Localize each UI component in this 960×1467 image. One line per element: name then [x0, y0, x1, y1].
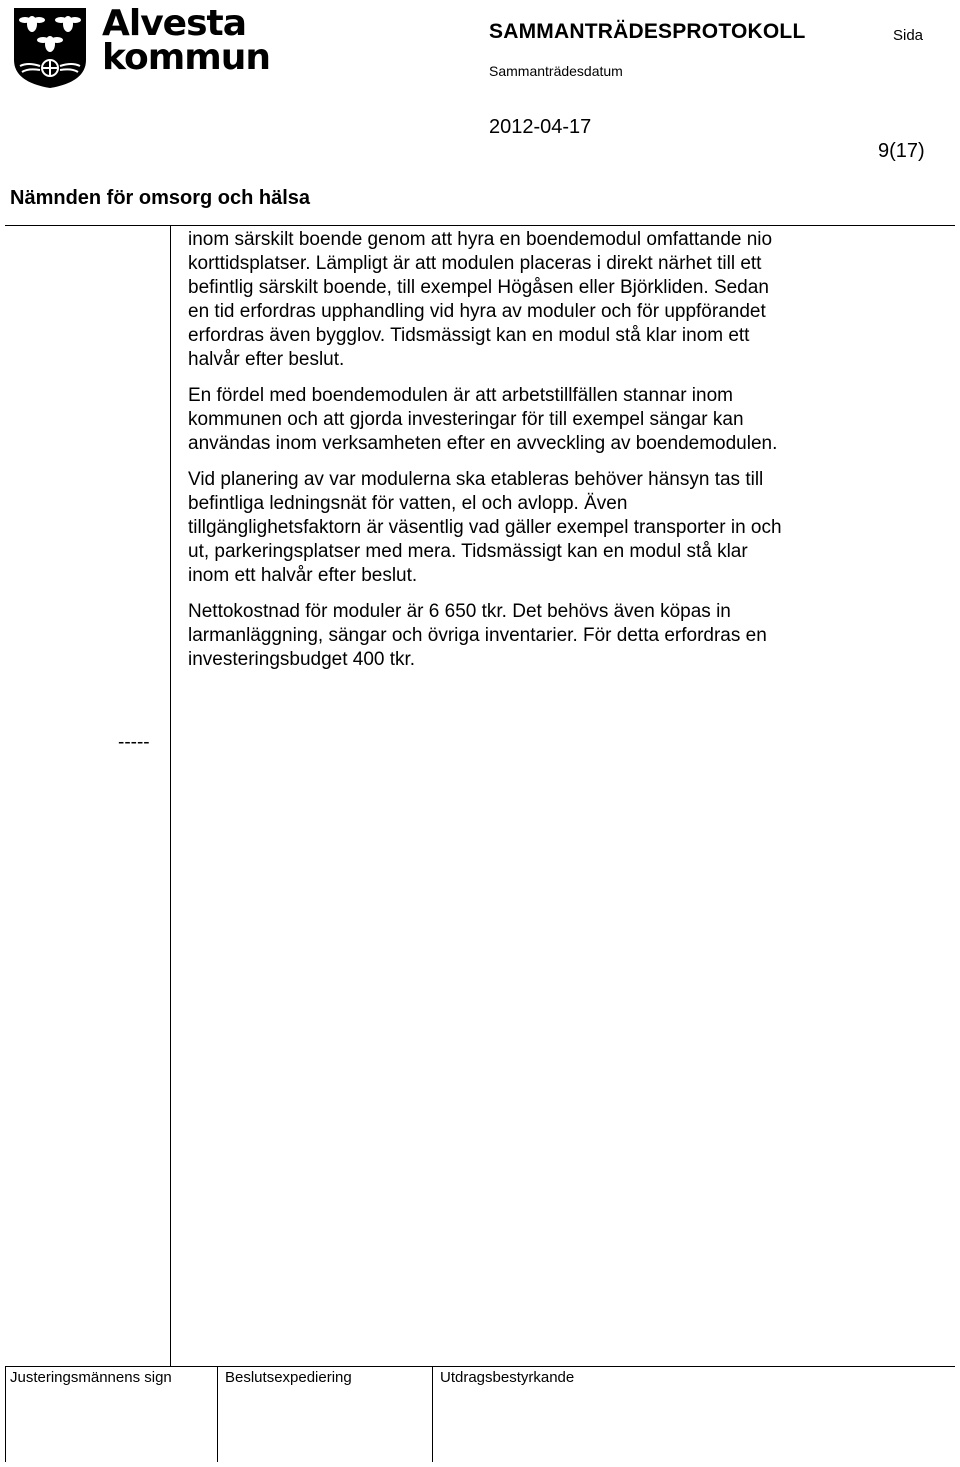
protocol-body — [188, 228, 788, 684]
coat-of-arms-icon — [10, 4, 90, 90]
meeting-date-label: Sammanträdesdatum — [489, 63, 623, 79]
meeting-date-value: 2012-04-17 — [489, 116, 592, 138]
paragraph: inom särskilt boende genom att hyra en boendemodul omfattande nio korttidsplatser. Lämpligt är att modulen placeras i direkt närhet till ett befintlig särskilt boende, till exempel Högåsen eller Björkliden. Sedan en tid erfordras upphandling vid hyra av moduler och för uppförandet erfordras även bygglov. Tidsmässigt kan en modul stå klar inom ett halvår efter beslut. — [188, 229, 773, 370]
footer-column-border — [217, 1367, 218, 1462]
municipality-logo — [10, 3, 270, 90]
document-title: SAMMANTRÄDESPROTOKOLL — [489, 20, 806, 43]
signature-field-label: Justeringsmännens sign — [10, 1369, 172, 1386]
logo-text-alvesta: Alvesta — [102, 3, 247, 44]
logo-text-kommun: kommun — [102, 37, 270, 78]
paragraph: En fördel med boendemodulen är att arbetstillfällen stannar inom kommunen och att gjorda investeringar för till exempel sängar kan användas inom verksamheten efter en avveckling av boendemodulen. — [188, 385, 778, 454]
committee-name: Nämnden för omsorg och hälsa — [10, 187, 311, 209]
footer-column-border — [5, 1367, 6, 1462]
header-divider — [5, 225, 955, 226]
page-number: 9(17) — [878, 140, 925, 162]
footer-divider — [5, 1366, 955, 1367]
margin-divider — [170, 226, 171, 1366]
dispatch-field-label: Beslutsexpediering — [225, 1369, 352, 1386]
extract-certification-label: Utdragsbestyrkande — [440, 1369, 575, 1386]
footer-column-border — [432, 1367, 433, 1462]
paragraph: Vid planering av var modulerna ska etableras behöver hänsyn tas till befintliga ledningsnät för vatten, el och avlopp. Även tillgänglighetsfaktorn är väsentlig vad gäller exempel transporter in och ut, parkeringsplatser med mera. Tidsmässigt kan en modul stå klar inom ett halvår efter beslut. — [188, 469, 782, 586]
paragraph: Nettokostnad för moduler är 6 650 tkr. Det behövs även köpas in larmanläggning, sängar och övriga inventarier. För detta erfordras en investeringsbudget 400 tkr. — [188, 601, 767, 670]
margin-marker: ----- — [118, 732, 150, 753]
page-label: Sida — [893, 27, 924, 44]
